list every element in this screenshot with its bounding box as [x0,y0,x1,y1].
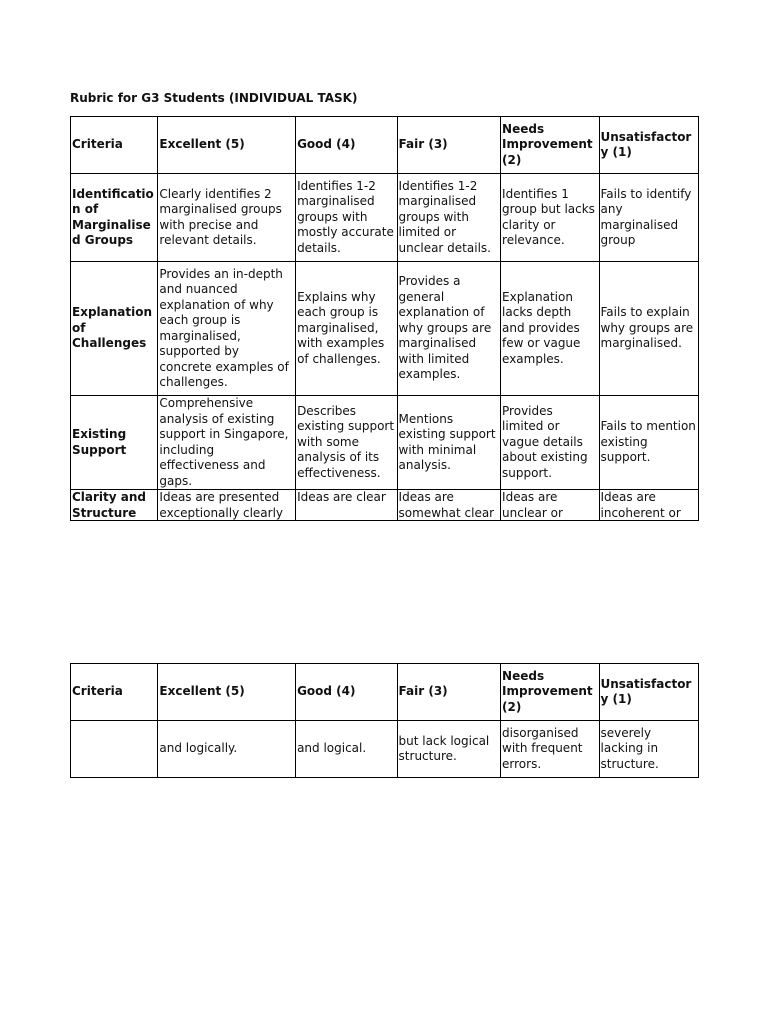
header-criteria: Criteria [71,664,158,721]
table-row [71,174,699,262]
header-good: Good (4) [296,664,397,721]
criteria-cell [71,490,158,521]
excellent-cell: and logically. [158,721,296,778]
fair-cell: Mentions existing support with minimal analysis. [397,396,500,490]
fair-text: Ideas are somewhat clear [398,490,495,520]
header-needs-improvement: Needs Improvement (2) [501,664,599,721]
fair-cell: but lack logical structure. [397,721,500,778]
needs-improvement-cell: disorganised with frequent errors. [501,721,599,778]
fair-cell [397,490,500,521]
unsatisfactory-cell: severely lacking in structure. [599,721,699,778]
table-row [71,490,699,521]
good-cell: Identifies 1-2 marginalised groups with mostly accurate details. [296,174,397,262]
unsatisfactory-cell: Fails to identify any marginalised group [599,174,699,262]
rubric-table-continued [70,663,699,778]
fair-cell: Provides a general explanation of why groups are marginalised with limited examples. [397,262,500,396]
good-cell: and logical. [296,721,397,778]
table-row [71,262,699,396]
needs-improvement-cell [501,490,599,521]
good-cell [296,490,397,521]
header-good: Good (4) [296,117,397,174]
rubric-table [70,116,699,521]
criteria-cell: Identification of Marginalised Groups [71,174,158,262]
header-fair: Fair (3) [397,664,500,721]
criteria-text: Clarity and Structure [72,490,147,520]
header-needs-improvement: Needs Improvement (2) [501,117,599,174]
good-text: Ideas are clear [297,490,386,504]
criteria-cell: Explanation of Challenges [71,262,158,396]
unsatisfactory-cell: Fails to mention existing support. [599,396,699,490]
header-fair: Fair (3) [397,117,500,174]
header-excellent: Excellent (5) [158,117,296,174]
needs-improvement-cell: Explanation lacks depth and provides few or vague examples. [501,262,599,396]
table-row [71,396,699,490]
table-header-row [71,664,699,721]
table-header-row [71,117,699,174]
needs-improvement-cell: Identifies 1 group but lacks clarity or relevance. [501,174,599,262]
criteria-cell: Existing Support [71,396,158,490]
excellent-text: Ideas are presented exceptionally clearly [159,490,284,520]
unsatisfactory-cell [599,490,699,521]
good-cell: Explains why each group is marginalised, with examples of challenges. [296,262,397,396]
unsatisfactory-text: Ideas are incoherent or [600,490,681,520]
table-row [71,721,699,778]
excellent-cell: Provides an in-depth and nuanced explanation of why each group is marginalised, supported by concrete examples of challenges. [158,262,296,396]
header-excellent: Excellent (5) [158,664,296,721]
criteria-cell [71,721,158,778]
excellent-cell: Clearly identifies 2 marginalised groups with precise and relevant details. [158,174,296,262]
header-unsatisfactory: Unsatisfactory (1) [599,664,699,721]
needs-improvement-text: Ideas are unclear or [502,490,563,520]
unsatisfactory-cell: Fails to explain why groups are marginalised. [599,262,699,396]
needs-improvement-cell: Provides limited or vague details about existing support. [501,396,599,490]
excellent-cell: Comprehensive analysis of existing support in Singapore, including effectiveness and gaps. [158,396,296,490]
fair-cell: Identifies 1-2 marginalised groups with limited or unclear details. [397,174,500,262]
document-title: Rubric for G3 Students (INDIVIDUAL TASK) [70,91,358,105]
good-cell: Describes existing support with some analysis of its effectiveness. [296,396,397,490]
excellent-cell [158,490,296,521]
header-unsatisfactory: Unsatisfactory (1) [599,117,699,174]
header-criteria: Criteria [71,117,158,174]
